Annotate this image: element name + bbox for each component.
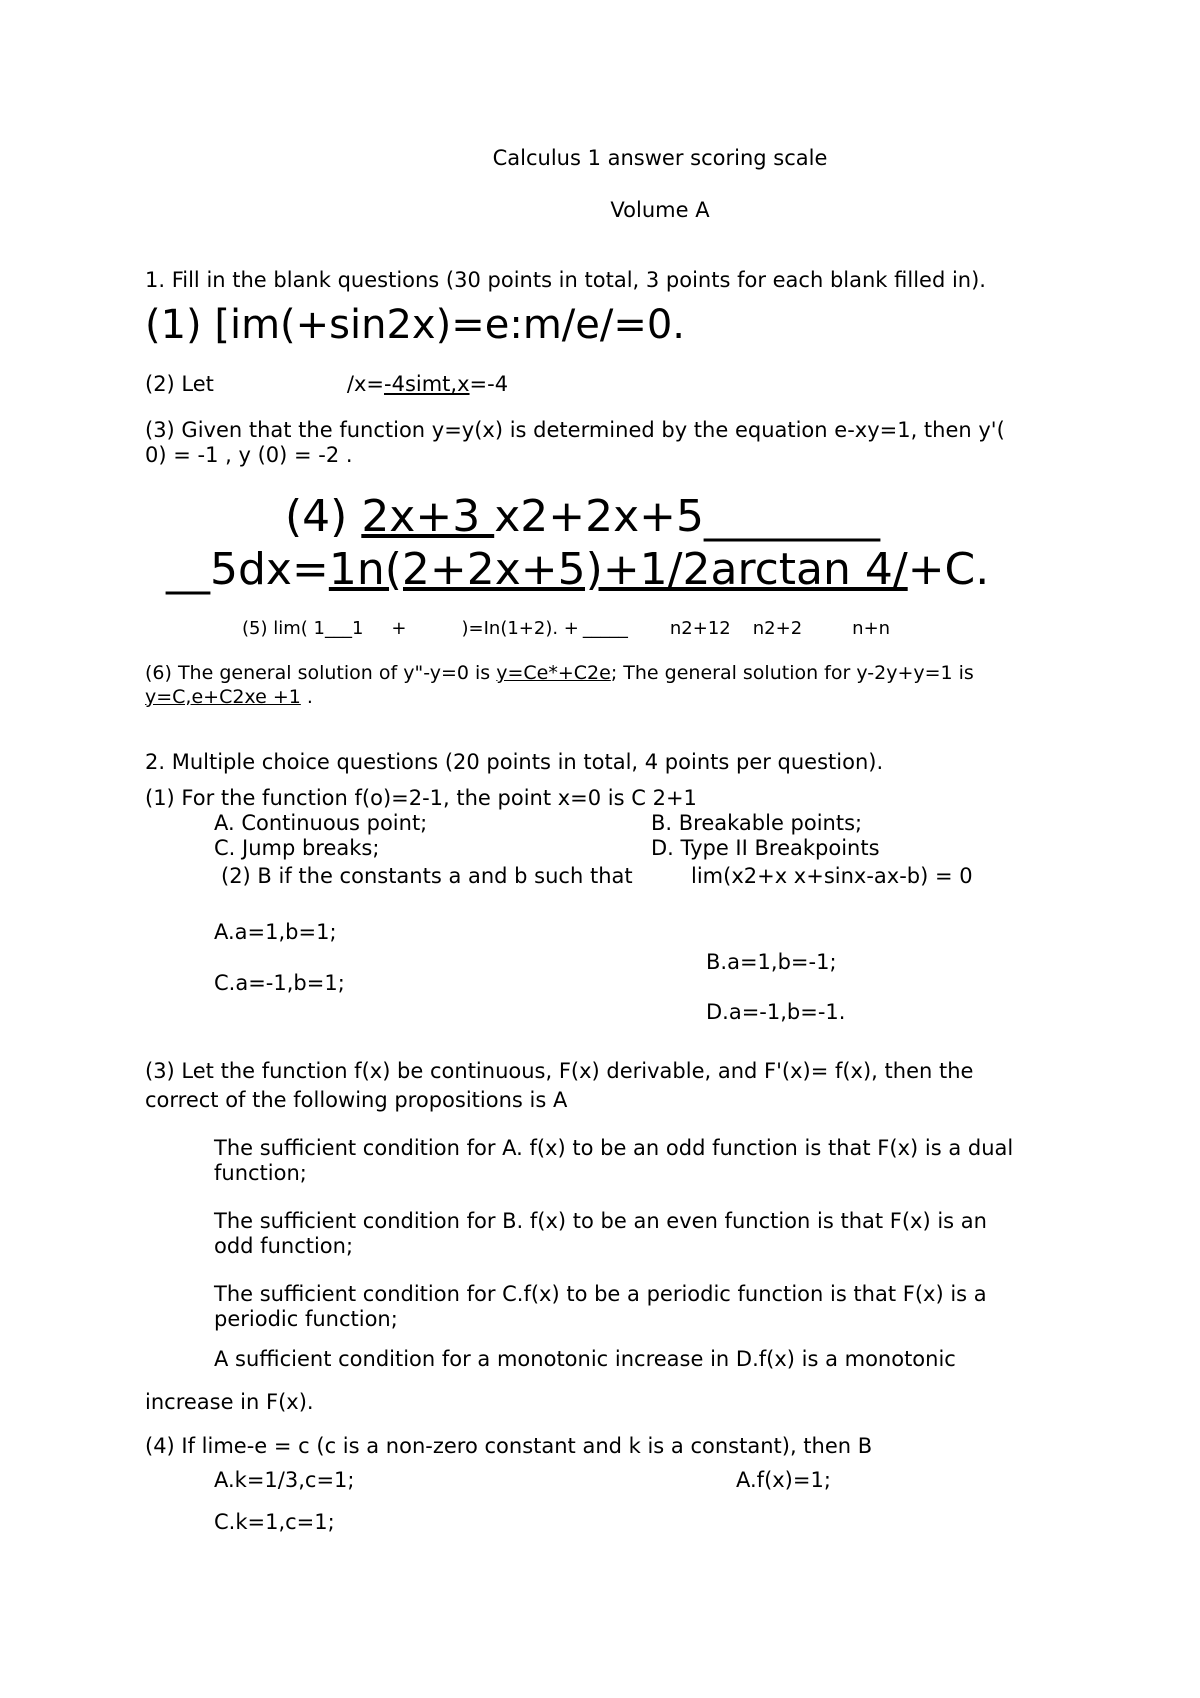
q2-3-option-a-line2: function; (214, 1161, 307, 1185)
q1-2: (2) Let /x=-4simt,x=-4 (145, 372, 509, 396)
q2-4-option-a: A.k=1/3,c=1; (214, 1468, 355, 1492)
q1-4-line1: (4) 2x+3 x2+2x+5________ (285, 491, 880, 542)
q2-2-option-c: C.a=-1,b=1; (214, 971, 345, 995)
q1-6-line1: (6) The general solution of y"-y=0 is y=Ce*+C2e; The general solution for y-2y+y=1 is (145, 662, 974, 684)
q2-3-option-b-line2: odd function; (214, 1234, 354, 1258)
q1-3-line1: (3) Given that the function y=y(x) is determined by the equation e-xy=1, then y'( (145, 418, 1005, 442)
q2-3-option-d-line1: A sufficient condition for a monotonic increase in D.f(x) is a monotonic (214, 1347, 956, 1371)
q2-2-option-b: B.a=1,b=-1; (706, 950, 837, 974)
q1-3-line2: 0) = -1 , y (0) = -2 . (145, 443, 353, 467)
q2-3-option-d-line2: increase in F(x). (145, 1390, 314, 1414)
q2-3-line1: (3) Let the function f(x) be continuous, F(x) derivable, and F'(x)= f(x), then the (145, 1059, 974, 1083)
q2-3-option-c-line2: periodic function; (214, 1307, 398, 1331)
q2-4-option-b: A.f(x)=1; (736, 1468, 831, 1492)
q2-4-option-c: C.k=1,c=1; (214, 1510, 335, 1534)
q2-4-stem: (4) If lime-e = c (c is a non-zero constant and k is a constant), then B (145, 1434, 873, 1458)
q2-2-option-a: A.a=1,b=1; (214, 920, 337, 944)
q1-5: (5) lim( 1___1 + )=In(1+2). + _____ n2+12 n2+2 n+n (242, 618, 891, 639)
volume-label: Volume A (610, 198, 710, 222)
q1-4-line2: __5dx=1n(2+2x+5)+1/2arctan 4/+C. (166, 544, 990, 595)
q2-3-option-a-line1: The sufficient condition for A. f(x) to be an odd function is that F(x) is a dual (214, 1136, 1014, 1160)
q2-1-option-b: B. Breakable points; (651, 811, 863, 835)
q2-3-line2: correct of the following propositions is A (145, 1088, 568, 1112)
section2-heading: 2. Multiple choice questions (20 points in total, 4 points per question). (145, 750, 884, 774)
q2-3-option-b-line1: The sufficient condition for B. f(x) to be an even function is that F(x) is an (214, 1209, 987, 1233)
q2-1-option-a: A. Continuous point; (214, 811, 428, 835)
q2-1-option-c: C. Jump breaks; (214, 836, 380, 860)
q2-1-option-d: D. Type II Breakpoints (651, 836, 880, 860)
q1-6-line2: y=C,e+C2xe +1 . (145, 686, 313, 708)
page-title: Calculus 1 answer scoring scale (492, 146, 828, 170)
q1-1-answer: (1) [im(+sin2x)=e:m/e/=0. (145, 302, 686, 348)
section1-heading: 1. Fill in the blank questions (30 points in total, 3 points for each blank filled in). (145, 268, 986, 292)
q2-2-limit: lim(x2+x x+sinx-ax-b) = 0 (691, 864, 973, 888)
q2-2-option-d: D.a=-1,b=-1. (706, 1000, 846, 1024)
q2-2-stem: (2) B if the constants a and b such that (221, 864, 633, 888)
q2-1-stem: (1) For the function f(o)=2-1, the point x=0 is C 2+1 (145, 786, 697, 810)
q2-3-option-c-line1: The sufficient condition for C.f(x) to be a periodic function is that F(x) is a (214, 1282, 987, 1306)
